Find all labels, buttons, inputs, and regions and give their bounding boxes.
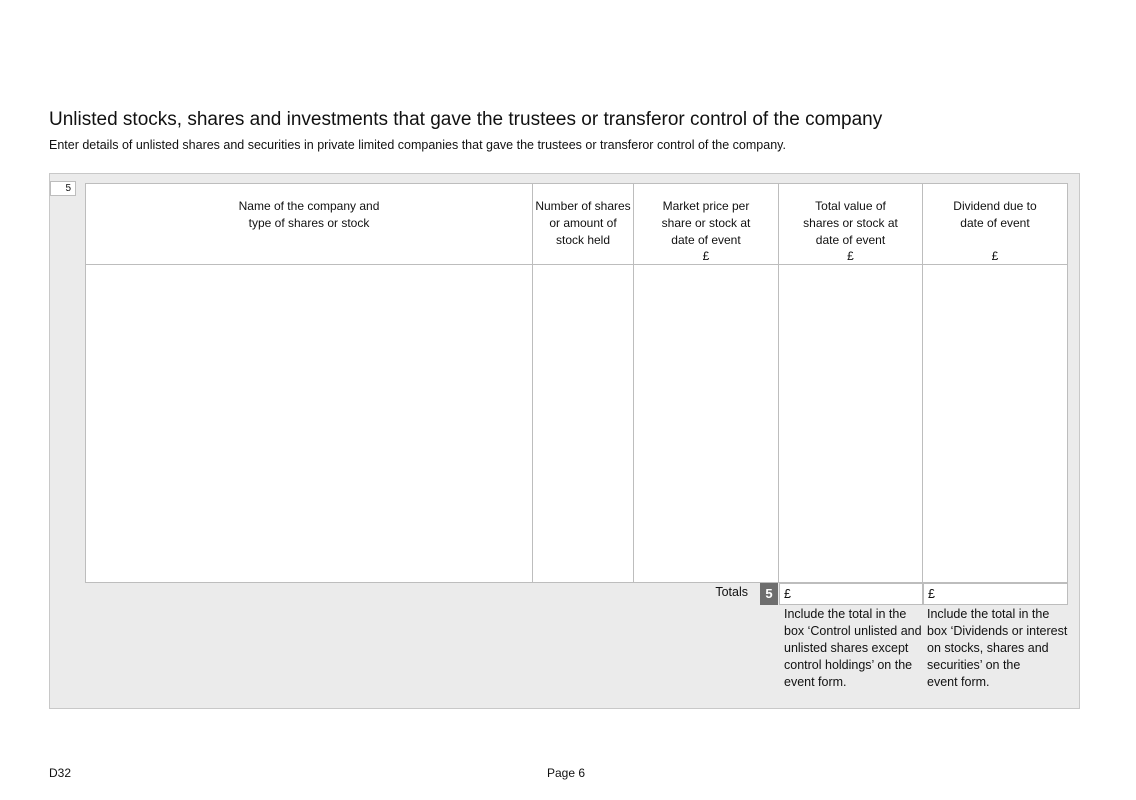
totals-label: Totals	[715, 585, 748, 599]
total-value-unit: £	[847, 249, 854, 263]
totals-box-number: 5	[760, 583, 778, 605]
page-number: Page 6	[547, 766, 586, 780]
dividend-unit: £	[991, 249, 999, 263]
total-value-field[interactable]: £	[779, 583, 923, 605]
shares-table	[85, 183, 1068, 583]
form-code: D32	[49, 766, 72, 780]
column-header-number-held: Number of shares or amount of stock held	[535, 199, 631, 247]
column-header-total-value: Total value of shares or stock at date of event	[803, 199, 898, 247]
box-number: 5	[50, 181, 76, 196]
column-header-market-price: Market price per share or stock at date of event	[661, 199, 751, 247]
column-header-company: Name of the company and type of shares or stock	[238, 199, 380, 230]
column-header-dividend: Dividend due to date of event	[953, 199, 1037, 230]
section-title: Unlisted stocks, shares and investments that gave the trustees or transferor control of the company	[49, 109, 883, 130]
column-divider	[922, 184, 923, 582]
market-price-unit: £	[702, 249, 710, 263]
section-instructions: Enter details of unlisted shares and securities in private limited companies that gave the trustees or transferor control of the company.	[49, 138, 786, 152]
header-divider	[86, 264, 1067, 265]
dividend-note: Include the total in the box ‘Dividends or interest on stocks, shares and securities’ on the event form.	[927, 607, 1068, 689]
total-value-note: Include the total in the box ‘Control unlisted and unlisted shares except control holdings’ on the event form.	[784, 607, 922, 689]
total-dividend-field[interactable]: £	[923, 583, 1068, 605]
